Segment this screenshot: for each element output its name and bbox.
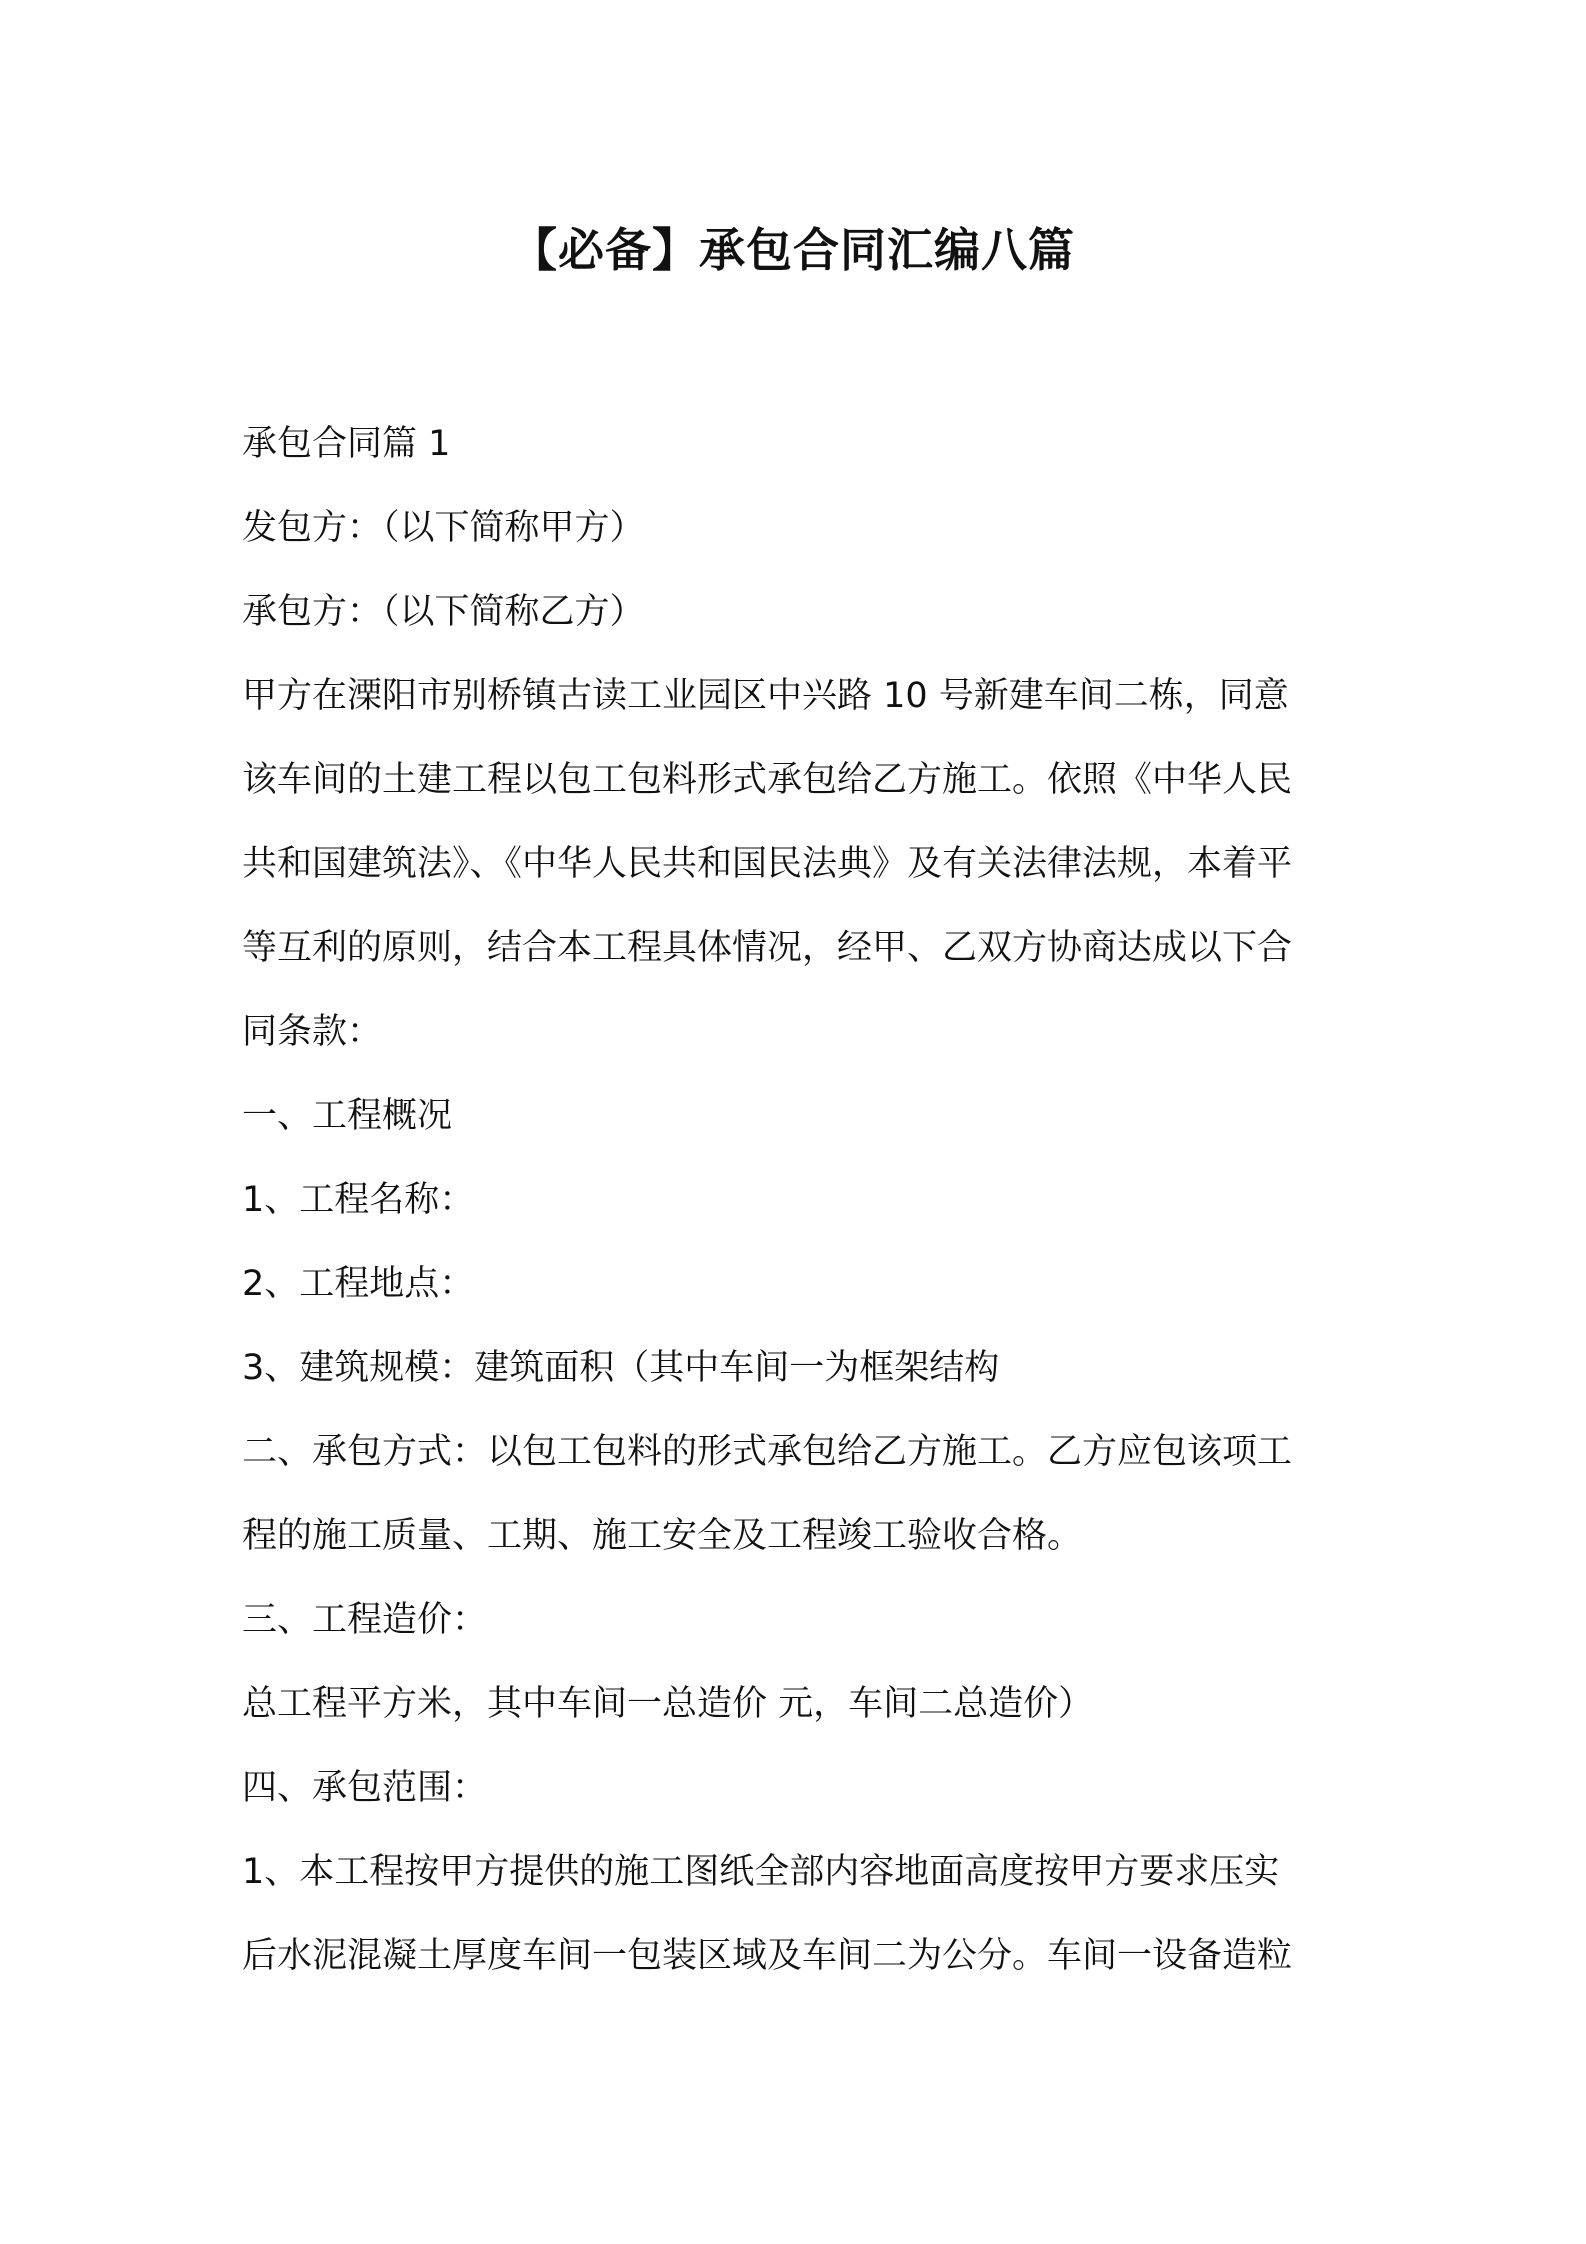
section-heading: 承包合同篇 1	[242, 424, 451, 464]
clause-item: 1、本工程按甲方提供的施工图纸全部内容地面高度按甲方要求压实	[242, 1852, 1280, 1892]
document-title: 【必备】承包合同汇编八篇	[511, 223, 1075, 277]
paragraph-line: 程的施工质量、工期、施工安全及工程竣工验收合格。	[242, 1516, 1083, 1556]
paragraph-line: 该车间的土建工程以包工包料形式承包给乙方施工。依照《中华人民	[242, 760, 1293, 800]
party-b-line: 承包方：（以下简称乙方）	[242, 592, 645, 632]
document-body	[242, 402, 1354, 1998]
clause-item: 3、建筑规模：建筑面积（其中车间一为框架结构	[242, 1348, 1000, 1388]
party-a-line: 发包方：（以下简称甲方）	[242, 508, 645, 548]
clause-heading: 二、承包方式：以包工包料的形式承包给乙方施工。乙方应包该项工	[242, 1432, 1293, 1472]
paragraph-line: 等互利的原则，结合本工程具体情况，经甲、乙双方协商达成以下合	[242, 928, 1293, 968]
clause-heading: 一、工程概况	[242, 1096, 453, 1136]
paragraph-line: 同条款：	[242, 1012, 383, 1052]
clause-item: 2、工程地点：	[242, 1264, 475, 1304]
clause-item: 1、工程名称：	[242, 1180, 475, 1220]
paragraph-line: 甲方在溧阳市别桥镇古读工业园区中兴路 10 号新建车间二栋，同意	[242, 676, 1289, 716]
clause-heading: 四、承包范围：	[242, 1768, 488, 1808]
paragraph-line: 总工程平方米，其中车间一总造价 元，车间二总造价）	[242, 1684, 1094, 1724]
paragraph-line: 后水泥混凝土厚度车间一包装区域及车间二为公分。车间一设备造粒	[242, 1936, 1293, 1976]
clause-heading: 三、工程造价：	[242, 1600, 488, 1640]
paragraph-line: 共和国建筑法》、《中华人民共和国民法典》及有关法律法规，本着平	[242, 844, 1293, 884]
